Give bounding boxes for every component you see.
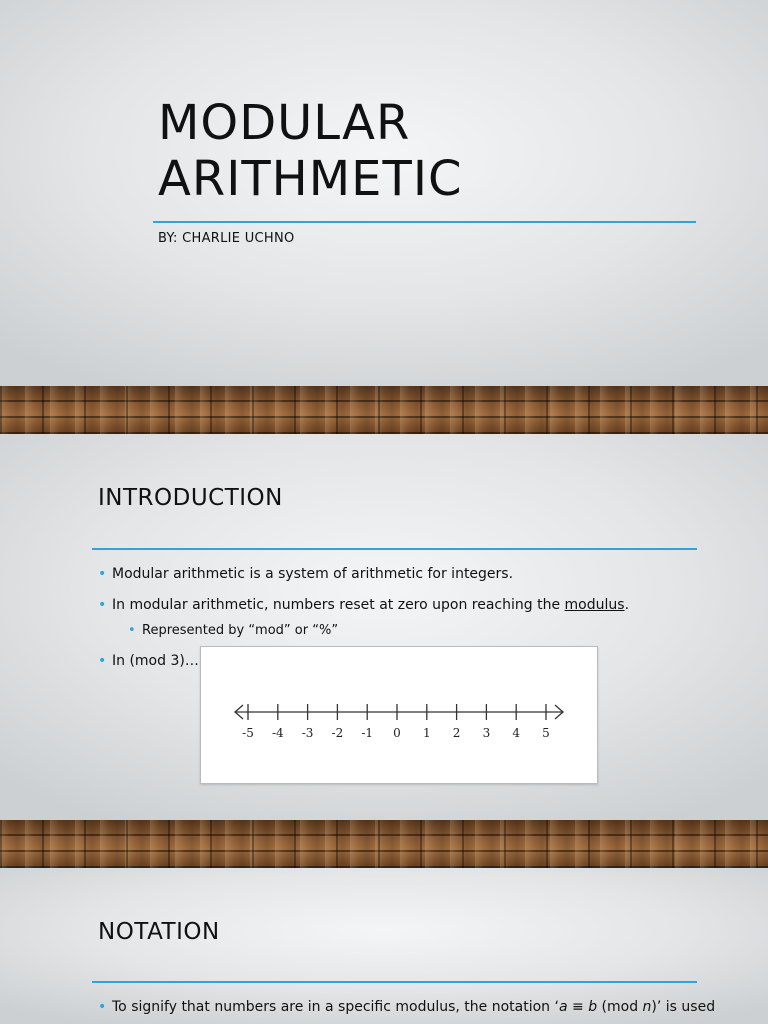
bullet-text: In modular arithmetic, numbers reset at zero upon reaching the [112,597,565,613]
variable-n: n [642,999,652,1015]
sub-bullet-text: Represented by “mod” or “%” [142,623,339,638]
number-line-label: -4 [271,726,284,740]
congruence-sign: ≡ [567,999,589,1015]
slide-notation [0,868,768,1024]
bullet-text: In (mod 3)… [112,653,199,669]
wood-floor-band [0,386,768,434]
number-line-label: 2 [452,726,461,740]
modulus-link[interactable]: modulus [564,597,625,613]
title-line-2: ARITHMETIC [158,151,463,207]
bullet-icon: • [98,653,107,669]
title-line-1: MODULAR [158,95,411,151]
bullet-text-end: )’ is used [651,999,716,1015]
bullet-icon: • [98,999,107,1015]
number-line-label: 5 [542,726,550,740]
number-line-label: -1 [361,726,374,740]
variable-b: b [588,999,598,1015]
introduction-divider [92,548,697,550]
notation-heading: NOTATION [98,919,220,945]
number-line-label: 0 [393,726,401,740]
bullet-text: To signify that numbers are in a specific modulus, the notation ‘ [112,999,559,1015]
number-line-label: 3 [482,726,491,740]
bullet-icon: • [98,597,107,613]
variable-a: a [558,999,568,1015]
notation-divider [92,981,697,983]
introduction-heading: INTRODUCTION [98,485,283,511]
sub-bullet-item [128,623,338,638]
bullet-icon: • [98,566,107,582]
wood-floor-band [0,820,768,868]
bullet-text: Modular arithmetic is a system of arithmetic for integers. [112,566,514,582]
bullet-item [98,999,715,1015]
bullet-text-end: . [624,597,630,613]
number-line-label: -3 [301,726,314,740]
bullet-item [98,653,199,669]
title-divider [153,221,696,223]
number-line-label: -5 [242,726,254,740]
number-line-label: 4 [512,726,521,740]
number-line-figure [200,646,598,784]
slide-title-heading [158,95,463,207]
slide-title [0,0,768,386]
author-byline: BY: CHARLIE UCHNO [158,231,295,246]
mod-text: (mod [597,999,643,1015]
number-line [201,647,597,783]
number-line-label: 1 [422,726,431,740]
bullet-item [98,597,629,613]
number-line-label: -2 [331,726,344,740]
bullet-icon: • [128,623,136,638]
bullet-item [98,566,513,582]
